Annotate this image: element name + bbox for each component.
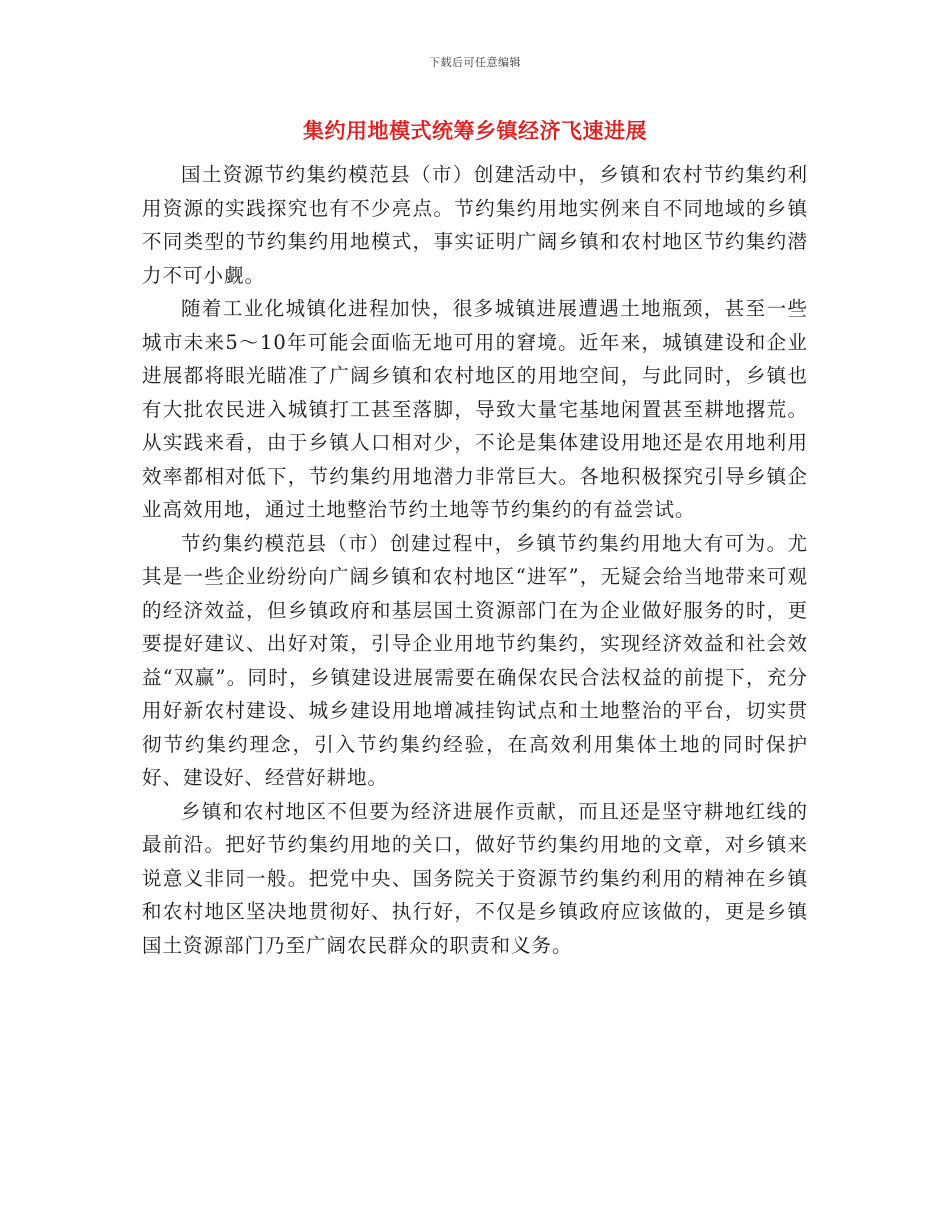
document-title: 集约用地模式统筹乡镇经济飞速进展: [303, 119, 647, 143]
header-note: 下载后可任意编辑: [429, 56, 521, 69]
paragraph-2: 随着工业化城镇化进程加快，很多城镇进展遭遇土地瓶颈，甚至一些城市未来5～10年可能会面临无地可用的窘境。近年来，城镇建设和企业进展都将眼光瞄准了广阔乡镇和农村地区的用地空间，与此同时，乡镇也有大批农民进入城镇打工甚至落脚，导致大量宅基地闲置甚至耕地撂荒。从实践来看，由于乡镇人口相对少，不论是集体建设用地还是农用地利用效率都相对低下，节约集约用地潜力非常巨大。各地积极探究引导乡镇企业高效用地，通过土地整治节约土地等节约集约的有益尝试。: [142, 297, 808, 521]
paragraph-3: 节约集约模范县（市）创建过程中，乡镇节约集约用地大有可为。尤其是一些企业纷纷向广阔乡镇和农村地区“进军”，无疑会给当地带来可观的经济效益，但乡镇政府和基层国土资源部门在为企业做好服务的时，更要提好建议、出好对策，引导企业用地节约集约，实现经济效益和社会效益“双赢”。同时，乡镇建设进展需要在确保农民合法权益的前提下，充分用好新农村建设、城乡建设用地增减挂钩试点和土地整治的平台，切实贯彻节约集约理念，引入节约集约经验，在高效利用集体土地的同时保护好、建设好、经营好耕地。: [142, 531, 808, 789]
document-body: [142, 158, 808, 962]
paragraph-4: 乡镇和农村地区不但要为经济进展作贡献，而且还是坚守耕地红线的最前沿。把好节约集约用地的关口，做好节约集约用地的文章，对乡镇来说意义非同一般。把党中央、国务院关于资源节约集约利用的精神在乡镇和农村地区坚决地贯彻好、执行好，不仅是乡镇政府应该做的，更是乡镇国土资源部门乃至广阔农民群众的职责和义务。: [142, 799, 808, 957]
paragraph-1: 国土资源节约集约模范县（市）创建活动中，乡镇和农村节约集约利用资源的实践探究也有不少亮点。节约集约用地实例来自不同地域的乡镇不同类型的节约集约用地模式，事实证明广阔乡镇和农村地区节约集约潜力不可小觑。: [142, 163, 808, 287]
